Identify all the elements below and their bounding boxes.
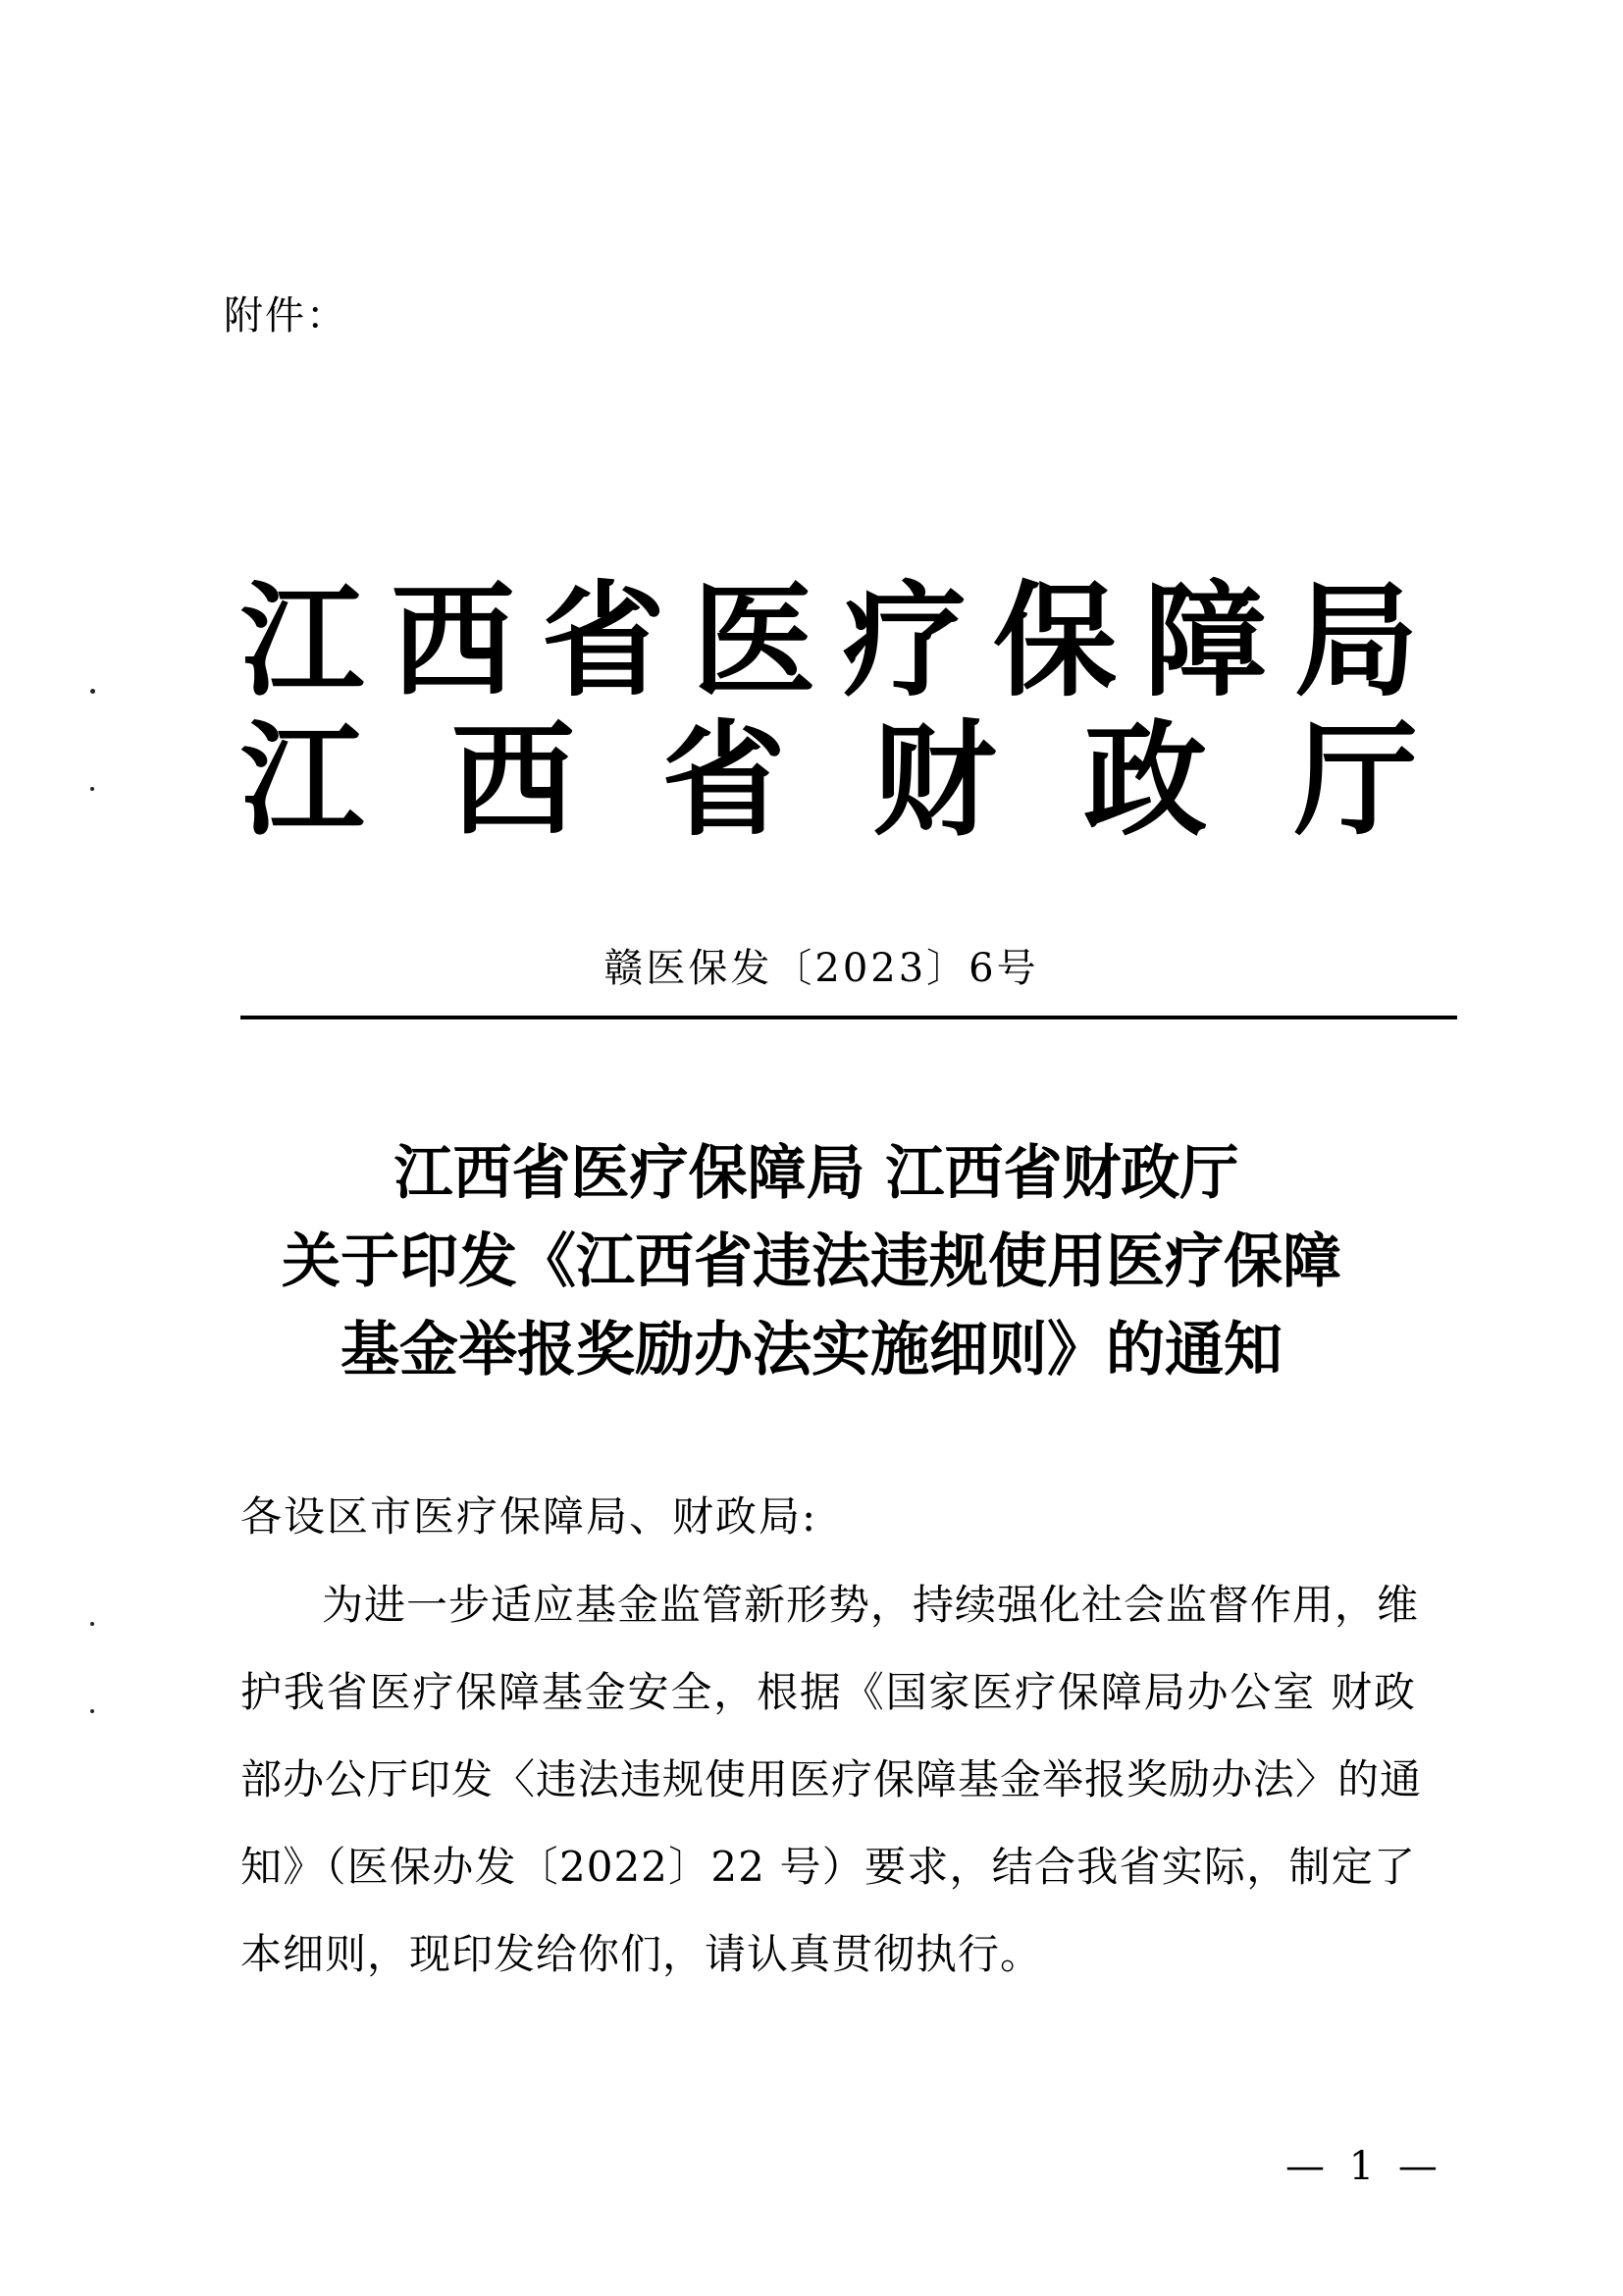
issuer-char: 西 [391,568,515,713]
document-number: 赣医保发〔2023〕6号 [603,946,1039,991]
body-line-5: 本细则，现印发给你们，请认真贯彻执行。 [240,1930,1043,1978]
issuer-name-medical-security-bureau [240,568,1418,713]
scan-artifact [90,1622,94,1626]
header-divider [240,1016,1457,1019]
issuer-name-finance-department [240,707,1418,853]
issuer-char: 局 [1293,568,1418,713]
notice-title-line-3: 基金举报奖励办法实施细则》的通知 [340,1316,1283,1384]
scan-artifact [90,689,95,694]
issuer-char: 疗 [842,568,967,713]
issuer-char: 江 [240,707,364,853]
issuer-char: 财 [872,707,997,853]
body-line-2: 护我省医疗保障基金安全，根据《国家医疗保障局办公室 财政 [240,1668,1416,1716]
body-line-4: 知》（医保办发〔2022〕22 号）要求，结合我省实际，制定了 [240,1843,1416,1891]
notice-title-line-1: 江西省医疗保障局 江西省财政厅 [393,1139,1239,1208]
issuer-char: 厅 [1293,707,1418,853]
issuer-char: 保 [993,568,1118,713]
issuer-char: 政 [1083,707,1208,853]
notice-title-line-2: 关于印发《江西省违法违规使用医疗保障 [282,1227,1341,1296]
scan-artifact [90,1709,94,1713]
issuer-char: 省 [541,568,665,713]
issuer-char: 障 [1143,568,1268,713]
body-line-1: 为进一步适应基金监管新形势，持续强化社会监督作用，维 [322,1581,1420,1629]
issuer-char: 西 [450,707,575,853]
salutation: 各设区市医疗保障局、财政局: [240,1492,818,1540]
body-line-3: 部办公厅印发〈违法违规使用医疗保障基金举报奖励办法〉的通 [240,1755,1423,1803]
issuer-char: 医 [692,568,816,713]
scan-artifact [90,787,94,791]
issuer-char: 江 [240,568,364,713]
issuer-char: 省 [661,707,786,853]
attachment-label: 附件： [224,293,347,339]
page-number: — 1 — [1285,2144,1443,2189]
